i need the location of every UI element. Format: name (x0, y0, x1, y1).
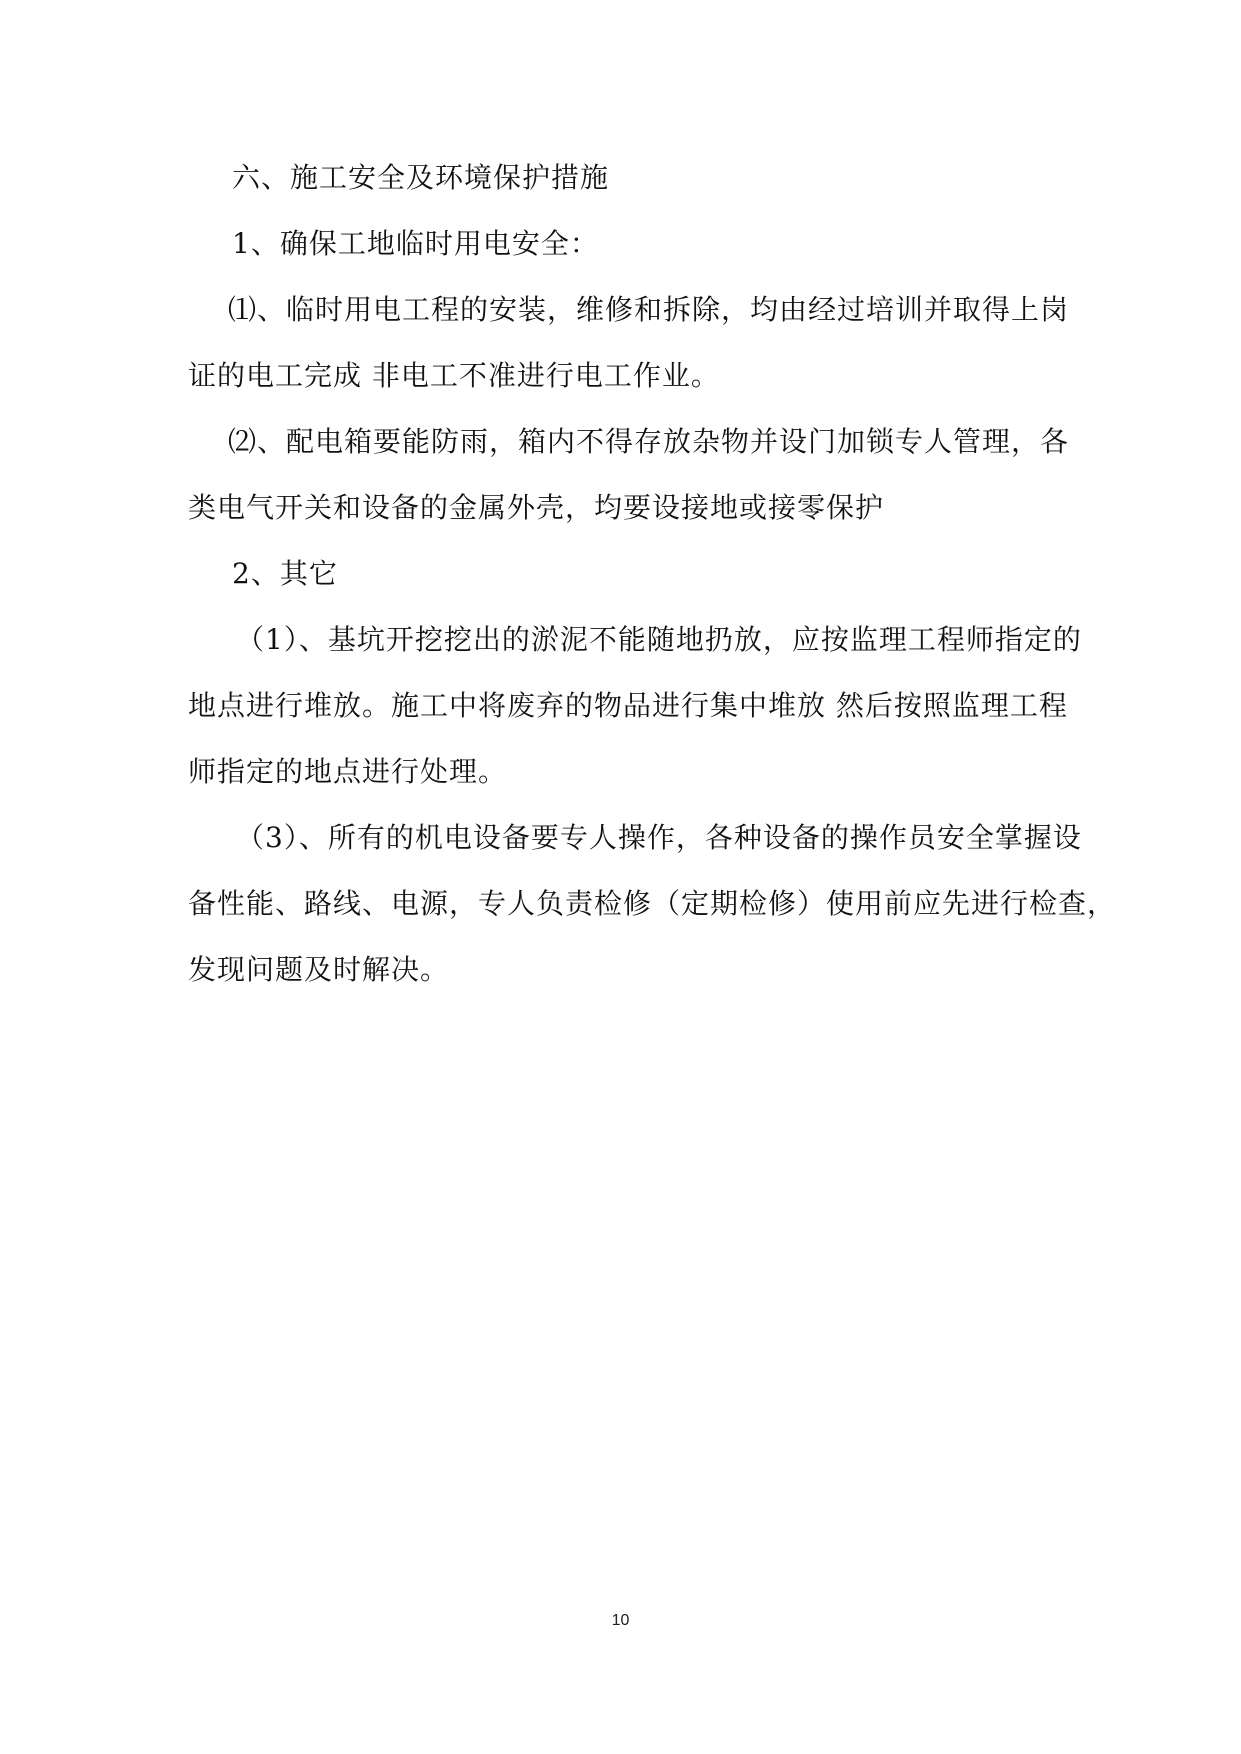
paragraph-item-1 (188, 290, 1070, 396)
paragraph-line: （1）、基坑开挖挖出的淤泥不能随地扔放，应按监理工程师指定的 (236, 623, 1082, 656)
paragraph-item-4 (188, 818, 1117, 990)
paragraph-item-3 (188, 620, 1082, 792)
paragraph-line: 地点进行堆放。施工中将废弃的物品进行集中堆放 然后按照监理工程 (188, 689, 1068, 722)
paragraph-line: ⑵、配电箱要能防雨，箱内不得存放杂物并设门加锁专人管理，各 (228, 425, 1070, 458)
subsection-heading-electric-safety: 1、确保工地临时用电安全： (232, 227, 599, 260)
section-heading: 六、施工安全及环境保护措施 (232, 161, 610, 194)
paragraph-line: （3）、所有的机电设备要专人操作，各种设备的操作员安全掌握设 (236, 821, 1082, 854)
paragraph-line: 类电气开关和设备的金属外壳，均要设接地或接零保护 (188, 491, 885, 524)
subsection-heading-other: 2、其它 (232, 557, 338, 590)
document-body (188, 158, 1117, 990)
paragraph-line: ⑴、临时用电工程的安装，维修和拆除，均由经过培训并取得上岗 (228, 293, 1070, 326)
page-number: 10 (611, 1612, 630, 1629)
paragraph-line: 发现问题及时解决。 (188, 953, 450, 986)
paragraph-item-2 (188, 422, 1070, 528)
paragraph-line: 证的电工完成 非电工不准进行电工作业。 (188, 359, 720, 392)
paragraph-line: 备性能、路线、电源，专人负责检修（定期检修）使用前应先进行检查， (188, 887, 1117, 920)
paragraph-line: 师指定的地点进行处理。 (188, 755, 508, 788)
